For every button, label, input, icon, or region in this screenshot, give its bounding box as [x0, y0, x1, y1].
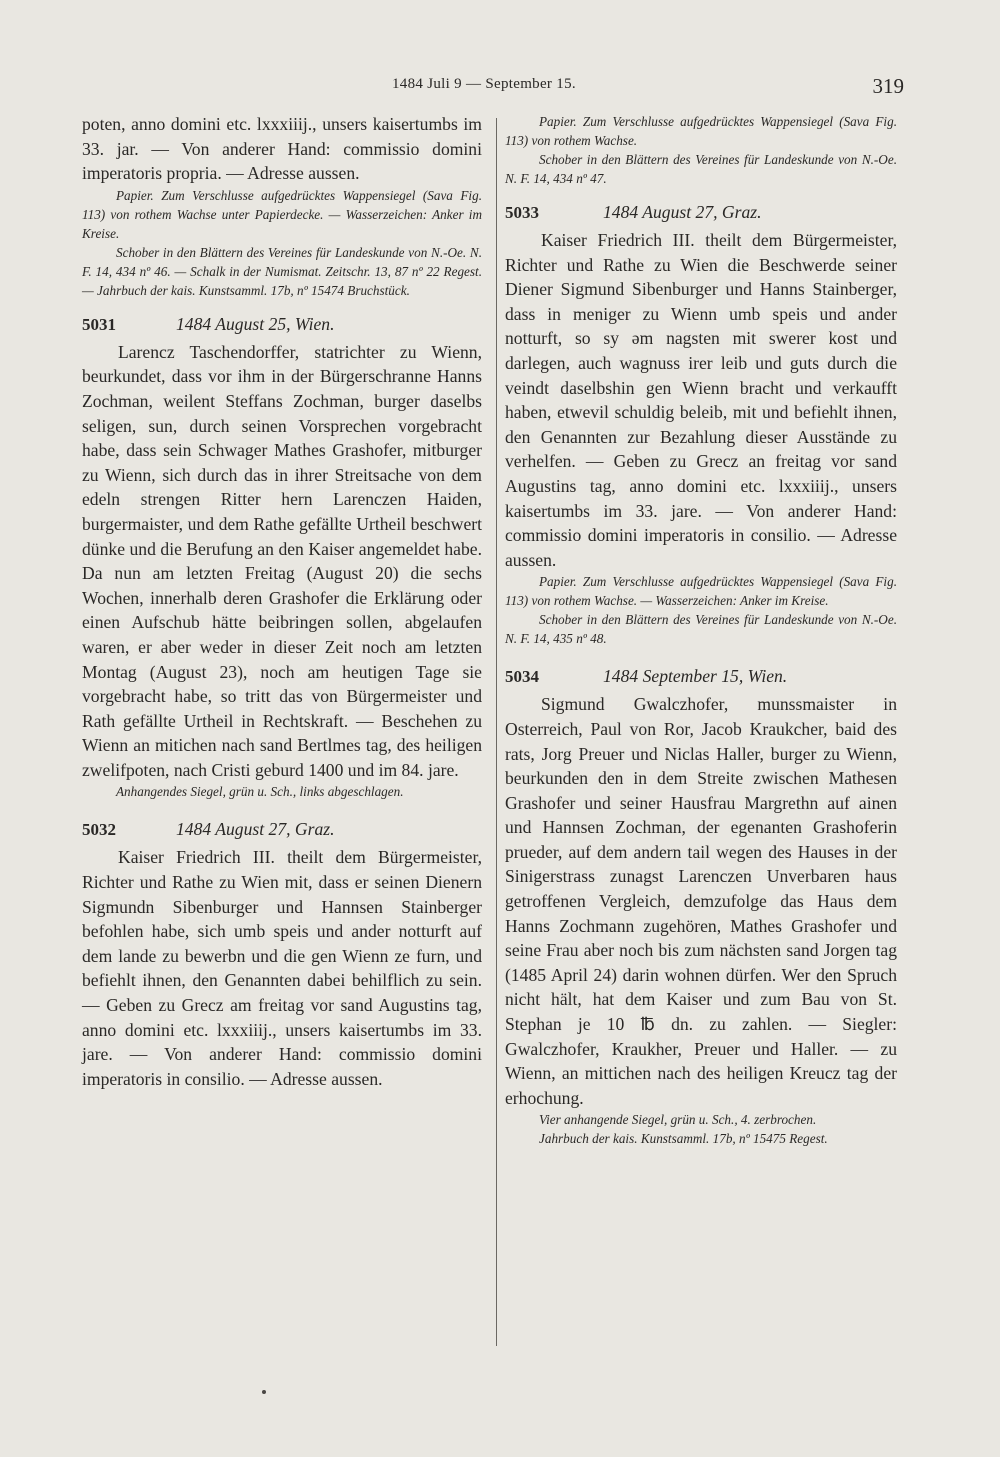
- entry-date: 1484 August 27, Graz.: [603, 202, 762, 222]
- entry-5034-heading: [505, 664, 897, 689]
- entry-5031-text: Larencz Taschendorffer, statrichter zu Wienn, beurkundet, dass vor ihm in der Bürgerschranne Hanns Zochman, weilent Steffans Zochman, burger daselbs seligen, sun, durch seinen Vorsprechen vorgebracht habe, dass sein Schwager Mathes Grashofer, mitburger zu Wienn, sich durch das in ihrer Streitsache von dem edeln strengen Ritter hern Larenczen Haiden, burgermaister, und dem Rathe gefällte Urtheil beschwert dünke und die Berufung an den Kaiser angemeldet habe. Da nun am letzten Freitag (August 20) die sechs Wochen, innerhalb deren Grashofer die Erklärung oder einen Aufschub hätte beibringen sollen, abgelaufen waren, er aber weder in dieser Zeit noch am letzten Montag (August 23), noch am heutigen Tage sie vorgebracht habe, so tritt das von Bürgermeister und Rath gefällte Urtheil in Rechtskraft. — Beschehen zu Wienn an mitichen nach sand Bertlmes tag, des heiligen zwelifpoten, nach Cristi geburd 1400 und im 84. jare.: [82, 341, 482, 780]
- right-column: [505, 112, 897, 1148]
- continued-entry-note: Papier. Zum Verschlusse aufgedrücktes Wappensiegel (Sava Fig. 113) von rothem Wachse unter Papierdecke. — Wasserzeichen: Anker im Kreise.: [82, 187, 482, 241]
- entry-5033-note: Papier. Zum Verschlusse aufgedrücktes Wappensiegel (Sava Fig. 113) von rothem Wachse. — Wasserzeichen: Anker im Kreise.: [505, 574, 897, 609]
- entry-5033-heading: [505, 200, 897, 225]
- entry-5034-text: Sigmund Gwalczhofer, munssmaister in Osterreich, Paul von Ror, Jacob Kraukcher, baid des rats, Jorg Preuer und Niclas Haller, burger zu Wienn, beurkunden den in dem Streite zwischen Mathesen Grashofer und seiner Hausfrau Margrethn auf ainen und Hannsen Zochman, der egenanten Grashoferin prueder, auf dem andern tail wegen des Hauses in der Sinigerstrass zunagst Larenczen Unverbaren haus getroffenen Vergleich, demzufolge das Haus dem Hanns Zochmann zugehören, Mathes Grashofer und seine Frau aber noch bis zum nächsten sand Jorgen tag (1485 April 24) darin wohnen dürfen. Wer den Spruch nicht hält, hat dem Kaiser und zum Bau von St. Stephan je 10 ℔ dn. zu zahlen. — Siegler: Gwalczhofer, Kraukher, Preuer und Haller. — zu Wienn, an mittichen nach des heiligen Kreucz tag der erhochung.: [505, 694, 897, 1108]
- entry-5033-text: Kaiser Friedrich III. theilt dem Bürgermeister, Richter und Rathe zu Wien die Beschwerde seiner Diener Sigmund Sibenburger und Hanns Stainberger, dass in meniger zu Wienn umb speis und ander notturft, so sy əm nagsten mit swerer kost und darlegen, auch wagnuss irer leib und guts durch die veindt daselbshin gen Wienn bracht und verkaufft haben, etwevil schuldig beleib, mit und befiehlt ihnen, den Genannten zur Bezahlung dieser Ausstände zu verhelfen. — Geben zu Grecz an freitag vor sand Augustins tag, anno domini etc. lxxxiiij., unsers kaisertumbs im 33. jare. — Von anderer Hand: commissio domini imperatoris in consilio. — Adresse aussen.: [505, 230, 897, 570]
- entry-5033-reference: Schober in den Blättern des Vereines für Landeskunde von N.-Oe. N. F. 14, 435 nº 48.: [505, 612, 897, 647]
- entry-number: 5034: [505, 667, 539, 687]
- continued-entry-text: poten, anno domini etc. lxxxiiij., unsers kaisertumbs im 33. jar. — Von anderer Hand: commissio domini imperatoris propria. — Adresse aussen.: [82, 114, 482, 184]
- entry-5032-reference: Schober in den Blättern des Vereines für Landeskunde von N.-Oe. N. F. 14, 434 nº 47.: [505, 152, 897, 186]
- entry-5032-text: Kaiser Friedrich III. theilt dem Bürgermeister, Richter und Rathe zu Wien mit, dass er seinen Dienern Sigmundn Sibenburger und Hannsen Stainberger befohlen habe, sich umb speis und ander notturft auf dem lande zu bewerbn und die gen Wienn ze furn, und befiehlt ihnen, den Genannten dabei behilflich zu sein. — Geben zu Grecz am freitag vor sand Augustins tag, anno domini etc. lxxxiiij., unsers kaisertumbs im 33. jare. — Von anderer Hand: commissio domini imperatoris in consilio. — Adresse aussen.: [82, 847, 482, 1089]
- entry-date: 1484 August 27, Graz.: [176, 819, 335, 840]
- entry-number: 5032: [82, 820, 116, 840]
- entry-5032-note: Papier. Zum Verschlusse aufgedrücktes Wappensiegel (Sava Fig. 113) von rothem Wachse.: [505, 114, 897, 148]
- entry-date: 1484 September 15, Wien.: [603, 666, 788, 687]
- entry-5032-heading: [82, 817, 482, 842]
- entry-date: 1484 August 25, Wien.: [176, 313, 335, 334]
- entry-5031-heading: [82, 312, 482, 337]
- running-title: 1484 Juli 9 — September 15.: [392, 76, 576, 92]
- entry-5031-note: Anhangendes Siegel, grün u. Sch., links abgeschlagen.: [116, 784, 404, 800]
- entry-number: 5031: [82, 314, 116, 334]
- entry-5034-note: Vier anhangende Siegel, grün u. Sch., 4. zerbrochen.: [539, 1112, 817, 1128]
- print-speck: [262, 1390, 266, 1394]
- entry-number: 5033: [505, 203, 539, 222]
- page-number: 319: [872, 74, 904, 98]
- column-divider: [496, 118, 497, 1346]
- running-head: [0, 72, 1000, 102]
- continued-entry-reference: Schober in den Blättern des Vereines für Landeskunde von N.-Oe. N. F. 14, 434 nº 46. — Schalk in der Numismat. Zeitschr. 13, 87 nº 22 Regest. — Jahrbuch der kais. Kunstsamml. 17b, nº 15474 Bruchstück.: [82, 244, 482, 298]
- entry-5034-reference: Jahrbuch der kais. Kunstsamml. 17b, nº 15475 Regest.: [539, 1131, 828, 1147]
- left-column: [82, 112, 482, 1091]
